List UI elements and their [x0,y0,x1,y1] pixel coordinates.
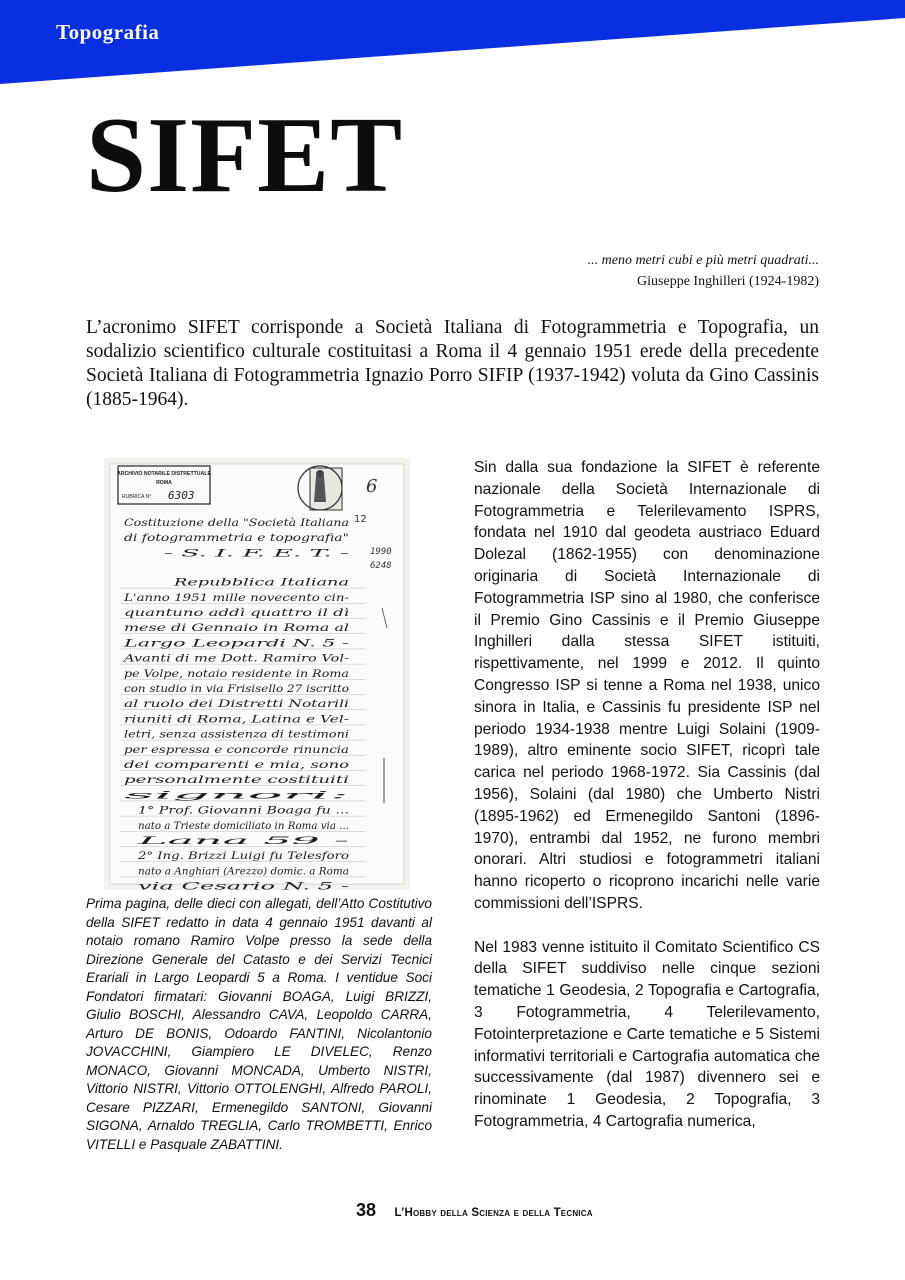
handwritten-line: signori: [124,789,349,802]
figure-caption: Prima pagina, delle dieci con allegati, dell’Atto Costitutivo della SIFET redatto in data 4 gennaio 1951 davanti al notaio romano Ramiro Volpe presso la sede della Direzione Generale del Catasto e dei Servizi Tecnici Erariali in Largo Leopardi 5 a Roma. I ventidue Soci Fondatori firmatari: Giovanni BOAGA, Luigi BRIZZI, Giulio BOSCHI, Alessandro CAVA, Leopoldo CARRA, Arturo DE BONIS, Odoardo FANTINI, Nicolantonio JOVACCHINI, Giampiero LE DIVELEC, Renzo MONACO, Giovanni MONCADA, Umberto NISTRI, Vittorio NISTRI, Vittorio OTTOLENGHI, Alfredo PAROLI, Cesare PIZZARI, Ermenegildo SANTONI, Giovanni SIGONA, Arnaldo TREGLIA, Carlo TROMBETTI, Enrico VITELLI e Pasquale ZABATTINI. [86,896,432,1152]
page-footer [356,1200,593,1221]
handwritten-line: L'anno 1951 mille novecento cin- [122,591,350,604]
handwritten-line: 1° Prof. Giovanni Boaga fu ... [138,804,349,817]
handwritten-line: nato a Trieste domiciliato in Roma via ... [138,819,349,832]
handwritten-line: dei comparenti e mia, sono [124,759,349,771]
handwritten-line: per espressa e concorde rinuncia [124,743,349,756]
manuscript-ref-1: 1990 [370,547,392,557]
handwritten-line: Repubblica Italiana [172,576,349,589]
handwritten-line: nato a Anghiari (Arezzo) domic. a Roma [138,865,349,878]
handwritten-line: pe Volpe, notaio residente in Roma [124,667,349,680]
handwritten-line: 2° Ing. Brizzi Luigi fu Telesforo [136,850,349,863]
handwritten-line: Lana 59 - [133,835,351,847]
handwritten-line: riuniti di Roma, Latina e Vel- [124,713,350,726]
stamp-line-1: ARCHIVIO NOTARILE DISTRETTUALE [117,471,211,477]
handwritten-line: Costituzione della "Società Italiana [124,517,349,529]
section-label: Topografia [56,20,160,44]
handwritten-line: Largo Leopardi N. 5 - [122,637,350,650]
manuscript-illustration [104,458,410,890]
epigraph-author: Giuseppe Inghilleri (1924-1982) [637,274,819,289]
publication-name: L’Hobby della Scienza e della Tecnica [394,1207,593,1219]
epigraph [588,250,819,292]
intro-paragraph: L’acronimo SIFET corrisponde a Società Italiana di Fotogrammetria e Topografia, un sodalizio scientifico culturale costituitasi a Roma il 4 gennaio 1951 erede della precedente Società Italiana di Fotogrammetria Ignazio Porro SIFIP (1937-1942) voluta da Gino Cassinis (1885-1964). [86,317,819,410]
handwritten-line: di fotogrammetria e topografia" [124,532,349,545]
stamp-line-2: ROMA [156,480,172,486]
handwritten-line: al ruolo dei Distretti Notarili [124,698,349,711]
body-column [474,457,820,1155]
handwritten-line: personalmente costituiti [124,774,349,787]
manuscript-page-number: 6 [366,476,378,497]
body-paragraph-1: Sin dalla sua fondazione la SIFET è referente nazionale della Società Internazionale di Fotogrammetria e Telerilevamento ISPRS, fondata nel 1910 dal geodeta austriaco Eduard Dolezal (1862-1955) con denominazione originaria di Società Internazionale di Fotogrammetria ISP sino al 1980, che conferisce il Premio Gino Cassinis e il Premio Giuseppe Inghilleri dalla stessa SIFET istituiti, rispettivamente, nel 1999 e 2012. Il quinto Congresso ISP si tenne a Roma nel 1938, unico sinora in Italia, e Cassinis fu presidente ISP nel periodo 1934-1938 mentre Luigi Solaini (1909-1989), altro eminente socio SIFET, ricoprì tale carica nel periodo 1968-1972. Sia Cassinis (dal 1956), Solaini (dal 1980) che Umberto Nistri (1895-1962) ed Ermenegildo Santoni (1896-1970), entrambi dal 1952, ne furono membri onorari. Altri studiosi e fotogrammetri italiani hanno ricoperto o ricoprono incarichi nelle varie commissioni dell’ISPRS. [474,459,820,912]
page-number: 38 [356,1200,377,1220]
header-banner [0,0,905,84]
manuscript-side-number: 12 [354,514,367,525]
handwritten-line: quantuno addì quattro il dì [124,607,349,619]
handwritten-line: con studio in via Frisisello 27 iscritto [124,683,349,695]
handwritten-line: - S. I. F. E. T. - [164,547,351,560]
handwritten-line: mese di Gennaio in Roma al [124,622,349,635]
stamp-rub-label: RUBRICA N° [122,494,152,500]
manuscript-ref-2: 6248 [370,561,392,571]
stamp-rub-number: 6303 [168,489,195,502]
body-paragraph-2: Nel 1983 venne istituito il Comitato Scientifico CS della SIFET suddiviso nelle cinque sezioni tematiche 1 Geodesia, 2 Topografia e Cartografia, 3 Fotogrammetria, 4 Telerilevamento, Fotointerpretazione e Carte tematiche e 5 Sistemi informativi territoriali e Cartografia automatica che successivamente (dal 1987) divennero sei e rinominate 1 Geodesia, 2 Topografia, 3 Fotogrammetria, 4 Cartografia numerica, [474,938,820,1130]
handwritten-line: Avanti di me Dott. Ramiro Vol- [122,652,350,665]
page-title: SIFET [86,96,404,215]
epigraph-quote: ... meno metri cubi e più metri quadrati... [587,253,819,268]
founding-act-image [104,458,410,890]
handwritten-line: via Cesario N. 5 - [138,880,351,890]
handwritten-line: letri, senza assistenza di testimoni [124,728,349,741]
